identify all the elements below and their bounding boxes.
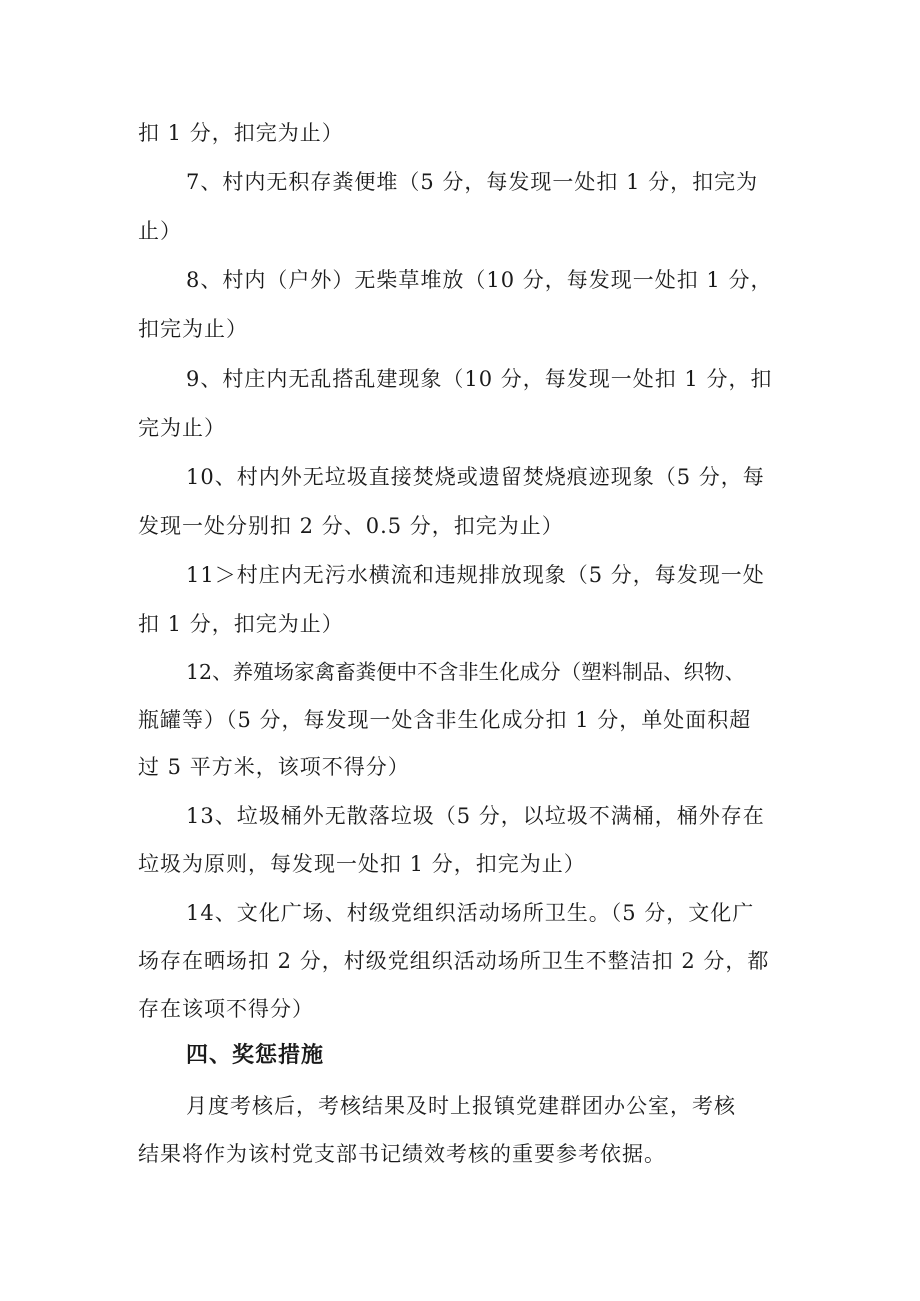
item-12-line-3: 过 5 平方米，该项不得分） xyxy=(138,755,410,779)
item-9-line-1: 9、村庄内无乱搭乱建现象（10 分，每发现一处扣 1 分，扣 xyxy=(186,367,773,391)
item-8-line-2: 扣完为止） xyxy=(138,317,248,341)
item-13-line-2: 垃圾为原则，每发现一处扣 1 分，扣完为止） xyxy=(138,852,586,876)
item-9-line-2: 完为止） xyxy=(138,416,226,440)
item-14-line-3: 存在该项不得分） xyxy=(138,997,314,1021)
item-11-line-1: 11＞村庄内无污水横流和违规排放现象（5 分，每发现一处 xyxy=(186,563,765,587)
item-11-line-2: 扣 1 分，扣完为止） xyxy=(138,612,344,636)
section-heading: 四、奖惩措施 xyxy=(186,1043,325,1068)
text-line-1: 扣 1 分，扣完为止） xyxy=(138,121,344,145)
item-12-line-2: 瓶罐等）（5 分，每发现一处含非生化成分扣 1 分，单处面积超 xyxy=(138,708,752,732)
paragraph-line-1: 月度考核后，考核结果及时上报镇党建群团办公室，考核 xyxy=(186,1094,736,1118)
item-8-line-1: 8、村内（户外）无柴草堆放（10 分，每发现一处扣 1 分， xyxy=(186,268,773,292)
item-10-line-1: 10、村内外无垃圾直接焚烧或遗留焚烧痕迹现象（5 分，每 xyxy=(186,465,765,489)
item-12-line-1: 12、养殖场家禽畜粪便中不含非生化成分（塑料制品、织物、 xyxy=(186,660,746,684)
item-10-line-2: 发现一处分别扣 2 分、0.5 分，扣完为止） xyxy=(138,514,564,538)
paragraph-line-2: 结果将作为该村党支部书记绩效考核的重要参考依据。 xyxy=(138,1142,666,1166)
item-13-line-1: 13、垃圾桶外无散落垃圾（5 分，以垃圾不满桶，桶外存在 xyxy=(186,804,765,828)
item-14-line-1: 14、文化广场、村级党组织活动场所卫生。（5 分，文化广 xyxy=(186,901,755,925)
item-7-line-1: 7、村内无积存粪便堆（5 分，每发现一处扣 1 分，扣完为 xyxy=(186,170,759,194)
item-7-line-2: 止） xyxy=(138,219,182,243)
item-14-line-2: 场存在晒场扣 2 分，村级党组织活动场所卫生不整洁扣 2 分，都 xyxy=(138,949,770,973)
